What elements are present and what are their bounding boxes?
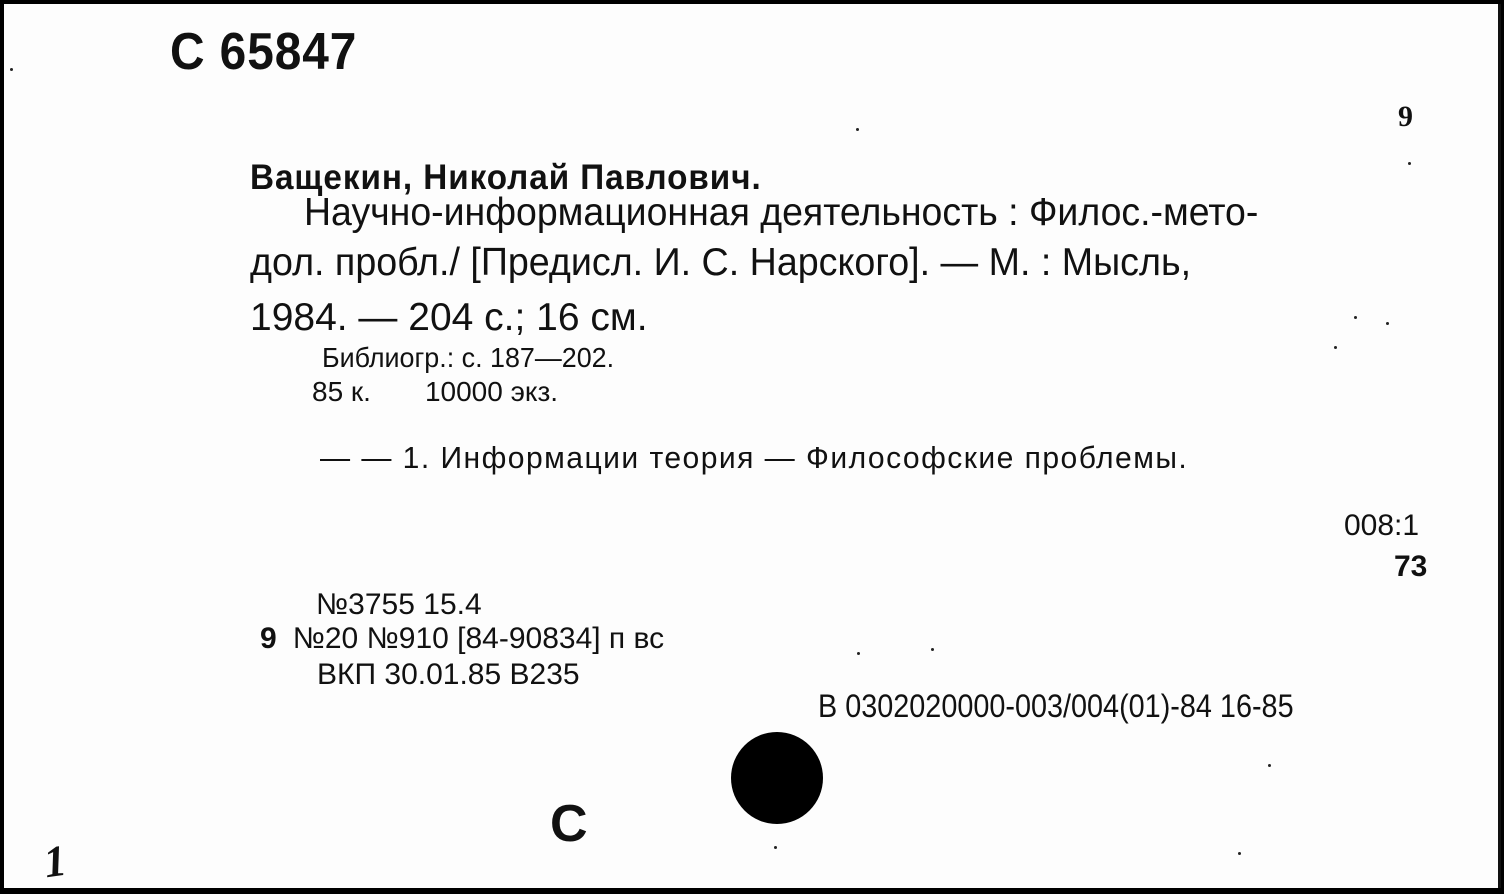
handwritten-mark: 1 <box>40 835 70 888</box>
catalog-card <box>4 4 1501 888</box>
speck <box>10 68 13 71</box>
subject-heading: — — 1. Информации теория — Философские проблемы. <box>320 440 1189 475</box>
punch-hole <box>731 732 823 824</box>
speck <box>1334 346 1337 349</box>
publisher-index-line: В 0302020000-003/004(01)-84 16-85 <box>818 688 1294 724</box>
title-line-3: 1984. — 204 с.; 16 см. <box>250 296 648 339</box>
registration-line-1: №3755 15.4 <box>316 588 482 621</box>
classification-code: 73 <box>1394 550 1428 583</box>
bottom-letter: С <box>550 795 588 853</box>
price: 85 к. <box>312 376 371 407</box>
speck <box>1354 316 1357 319</box>
registration-line-2 <box>260 622 664 656</box>
speck <box>931 648 934 651</box>
copies: 10000 экз. <box>424 376 559 407</box>
call-number: С 65847 <box>170 23 358 81</box>
speck <box>1408 162 1411 165</box>
speck <box>1238 852 1241 855</box>
speck <box>1268 764 1271 767</box>
price-copies-line <box>312 376 558 408</box>
title-line-1: Научно-информационная деятельность : Филос.-мето- <box>304 191 1259 234</box>
speck <box>857 652 860 655</box>
speck <box>856 128 859 131</box>
registration-line-3: ВКП 30.01.85 В235 <box>317 658 580 691</box>
speck <box>1386 322 1389 325</box>
registration-number: 9 <box>260 622 277 655</box>
classification-udc: 008:1 <box>1344 509 1420 542</box>
author-heading: Ващекин, Николай Павлович. <box>250 158 762 197</box>
corner-number: 9 <box>1398 100 1413 133</box>
registration-details: №20 №910 [84-90834] п вс <box>292 622 665 655</box>
bibliography-note: Библиогр.: с. 187—202. <box>322 342 615 373</box>
speck <box>774 846 777 849</box>
title-line-2: дол. пробл./ [Предисл. И. С. Нарского]. — М. : Мысль, <box>250 241 1192 284</box>
